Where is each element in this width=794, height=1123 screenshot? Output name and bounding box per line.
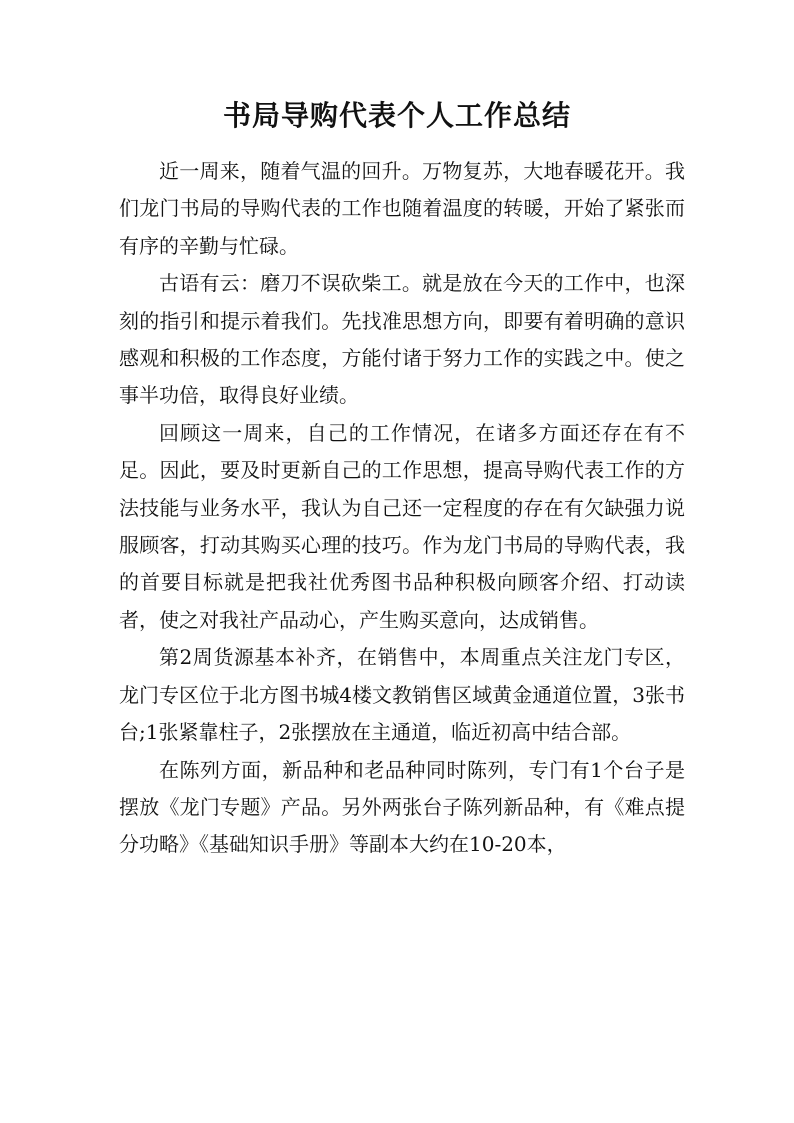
paragraph-3: 回顾这一周来，自己的工作情况，在诸多方面还存在有不足。因此，要及时更新自己的工作思想，提高导购代表工作的方法技能与业务水平，我认为自己还一定程度的存在有欠缺强力说服顾客，打动其购买心理的技巧。作为龙门书局的导购代表，我的首要目标就是把我社优秀图书品种积极向顾客介绍、打动读者，使之对我社产品动心，产生购买意向，达成销售。 bbox=[119, 420, 685, 632]
paragraph-4: 第2周货源基本补齐，在销售中，本周重点关注龙门专区，龙门专区位于北方图书城4楼文教销售区域黄金通道位置，3张书台;1张紧靠柱子，2张摆放在主通道，临近初高中结合部。 bbox=[119, 645, 685, 745]
paragraph-2: 古语有云：磨刀不误砍柴工。就是放在今天的工作中，也深刻的指引和提示着我们。先找准思想方向，即要有着明确的意识感观和积极的工作态度，方能付诸于努力工作的实践之中。使之事半功倍，取得良好业绩。 bbox=[119, 271, 685, 408]
paragraph-1: 近一周来，随着气温的回升。万物复苏，大地春暖花开。我们龙门书局的导购代表的工作也随着温度的转暖，开始了紧张而有序的辛勤与忙碌。 bbox=[119, 159, 685, 258]
paragraph-5: 在陈列方面，新品种和老品种同时陈列，专门有1个台子是摆放《龙门专题》产品。另外两张台子陈列新品种，有《难点提分功略》《基础知识手册》等副本大约在10-20本， bbox=[119, 757, 685, 857]
document-body bbox=[119, 153, 685, 864]
document-title: 书局导购代表个人工作总结 bbox=[222, 99, 571, 132]
